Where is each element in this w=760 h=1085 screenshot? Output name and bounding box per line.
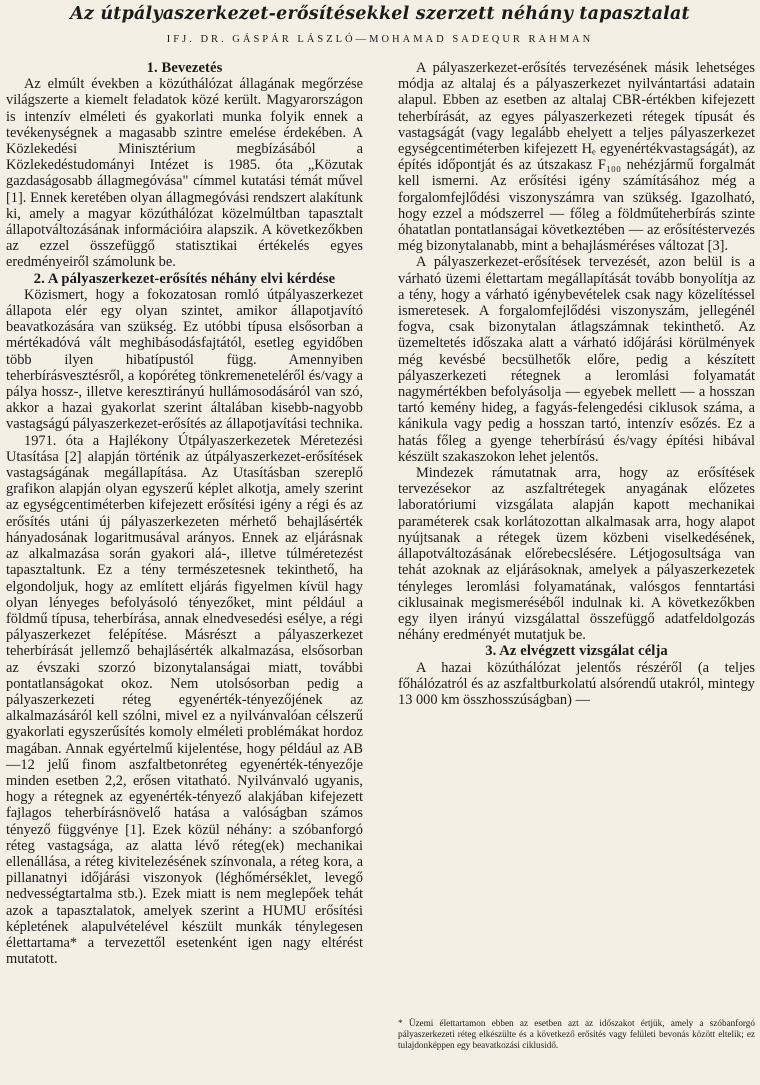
left-column bbox=[6, 60, 363, 967]
paragraph: Közismert, hogy a fokozatosan romló útpályaszerkezet állapota elér egy olyan szintet, amikor állapotjavító beavatkozására van szükség. Ez utóbbi típusa elsősorban a mértékadóvá vált meghibásodásfajtától, esetleg egyidőben több ilyen hibatípustól függ. Amennyiben teherbírásvesztésről, a kopóréteg tönkremeneteléről és/vagy a pálya hossz-, illetve keresztirányú hullámosodásáról van szó, akkor a hazai gyakorlat szerint általában kisebb-nagyobb vastagságú pályaszerkezet-erősítés az állapotjavítási technika. bbox=[6, 286, 363, 433]
article-title: Az útpályaszerkezet-erősítésekkel szerzett néhány tapasztalat bbox=[70, 4, 690, 24]
paragraph: A pályaszerkezet-erősítés tervezésének másik lehetséges módja az altalaj és a pályaszerkezet nyilvántartási adatain alapul. Ebben az esetben az altalaj CBR-értékben kifejezett teherbírását, az egyes pályaszerkezeti rétegek típusát és vastagságát (vagy legalább ehelyett a teljes pályaszerkezet egységcentiméterben kifejezett Hₑ egyenértékvastagságát), az építés időpontját és az útszakasz F₁₀₀ nehézjármű forgalmát kell ismerni. Az erősítési igény számításához még a forgalomfejlődési viszonyszámra van szükség. Igazolható, hogy ezzel a módszerrel — főleg a földműteherbírás szinte óhatatlan pontatlanságai következtében — az erősítéstervezés még bizonytalanabb, mint a behajlásméréses változat [3]. bbox=[398, 60, 755, 255]
right-column bbox=[398, 60, 755, 708]
footnote: * Üzemi élettartamon ebben az esetben azt az időszakot értjük, amely a szóbanforgó pályaszerkezeti réteg elkészülte és a következő erősítés vagy felületi bevonás között eltelik; ez tulajdonképpen egy beavatkozási ciklusidő. bbox=[398, 1018, 755, 1050]
section-heading-principles: 2. A pályaszerkezet-erősítés néhány elvi kérdése bbox=[33, 270, 336, 287]
paragraph: A hazai közúthálózat jelentős részéről (a teljes főhálózatról és az aszfaltburkolatú alsórendű utakról, mintegy 13 000 km összhosszúságban) — bbox=[398, 659, 755, 708]
section-heading-study-goal: 3. Az elvégzett vizsgálat célja bbox=[485, 643, 668, 660]
paragraph: 1971. óta a Hajlékony Útpályaszerkezetek Méretezési Utasítása [2] alapján történik az útpályaszerkezet-erősítések vastagságának megállapítása. Az Utasításban szereplő grafikon alapján olyan egyszerű képlet alkotja, amely szerint az egységcentiméterben kifejezett erősítési igény a régi és az erősítés utáni új pályaszerkezeten mérhető behajlásérték hányadosának logaritmusával arányos. Ennek az eljárásnak az alkalmazása során gyakori alá-, illetve túlméretezést tapasztaltunk. Ez a tény természetesnek tekinthető, ha elgondoljuk, hogy az említett eljárás figyelmen kívül hagy olyan lényeges befolyásoló tényezőket, mint például a földmű típusa, teherbírása, annak elnedvesedési esélye, a régi pályaszerkezet felépítése. Másrészt a pályaszerkezet teherbírását jellemző behajlásérték alkalmazása, elsősorban az évszaki szorzó bizonytalanságai miatt, további pontatlanságokat okoz. Nem utolsósorban pedig a pályaszerkezeti réteg egyenérték-tényezőjének az alkalmazásáról kell szólni, mivel ez a nyilvánvalóan célszerű gyakorlati egyszerűsítés komoly elméleti problémákat hordoz magában. Annak egyértelmű kijelentése, hogy például az AB—12 jelű finom aszfaltbetonréteg egyenérték-tényezője minden esetben 2,2, erősen vitatható. Nyilvánvaló ugyanis, hogy a rétegnek az egyenérték-tényező alakjában kifejezett fajlagos teherbírásnövelő hatása a valóságban számos tényező függvénye [1]. Ezek közül néhány: a szóbanforgó réteg vastagsága, az alatta lévő réteg(ek) mechanikai ellenállása, a réteg kivitelezésének színvonala, a réteg kora, a pillanatnyi időjárási viszonyok (léghőmérséklet, levegő nedvességtartalma stb.). Ezek miatt is nem meglepőek tehát azok a tapasztalatok, amelyek szerint a HUMU erősítési képletének alapulvételével készült munkák ténylegesen élettartama* a tervezettől esetenként igen nagy eltérést mutatott. bbox=[6, 432, 363, 968]
paragraph: Mindezek rámutatnak arra, hogy az erősítések tervezésekor az aszfaltrétegek anyagának előzetes laboratóriumi vizsgálata alapján kapott mechanikai paraméterek csak korlátozottan alkalmasak arra, hogy alapot nyújtsanak a rétegek üzem közbeni viselkedésének, állapotváltozásának előrebecslésére. Létjogosultsága van tehát azoknak az eljárásoknak, amelyek a pályaszerkezetek tényleges leromlási folyamatának, valósgos fenntartási ciklusainak megismeréséből indulnak ki. A következőkben egy ilyen irányú vizsgálattal összefüggő adatfeldolgozás néhány eredményét mutatjuk be. bbox=[398, 465, 755, 644]
paragraph: Az elmúlt években a közúthálózat állagának megőrzése világszerte a kiemelt feladatok közé került. Magyarországon is intenzív elméleti és gyakorlati munka folyik ennek a tevékenységnek a magasabb szintre emelése érdekében. A Közlekedési Minisztérium megbízásából a Közlekedéstudományi Intézet is 1985. óta „Közutak gazdaságosabb állagmegóvása" címmel kutatási témát művel [1]. Ennek keretében olyan állagmegóvási rendszert alakítunk ki, amely a magyar közúthálózat közelmúltban tapasztalt állapotváltozásának információira alapszik. A következőkben az ezzel összefüggő statisztikai értékelés egyes eredményeiről számolunk be. bbox=[6, 76, 363, 271]
paragraph: A pályaszerkezet-erősítések tervezését, azon belül is a várható üzemi élettartam megállapítását tovább bonyolítja az a tény, hogy a várható igénybevételek csak nagy közelítéssel ismeretesek. A forgalomfejlődési viszonyszám, jellegénél fogva, csak bizonytalan átlagszámnak tekinthető. Az üzemeltetés időszaka alatt a várható időjárási körülmények még kevésbé becsülhetők előre, pedig a készített pályaszerkezeti rétegnek a leromlási folyamatát nagymértékben befolyásolja — egyebek mellett — a hosszan tartó kemény hideg, a fagyás-felengedési ciklusok száma, a kánikula vagy pedig a hosszan tartó, intenzív esőzés. Ez a hatás főleg a gyenge teherbírású és/vagy építési hibával készült szakaszokon lehet jelentős. bbox=[398, 254, 755, 465]
section-heading-introduction: 1. Bevezetés bbox=[146, 60, 223, 76]
article-authors: IFJ. DR. GÁSPÁR LÁSZLÓ—MOHAMAD SADEQUR RAHMAN bbox=[166, 34, 594, 45]
